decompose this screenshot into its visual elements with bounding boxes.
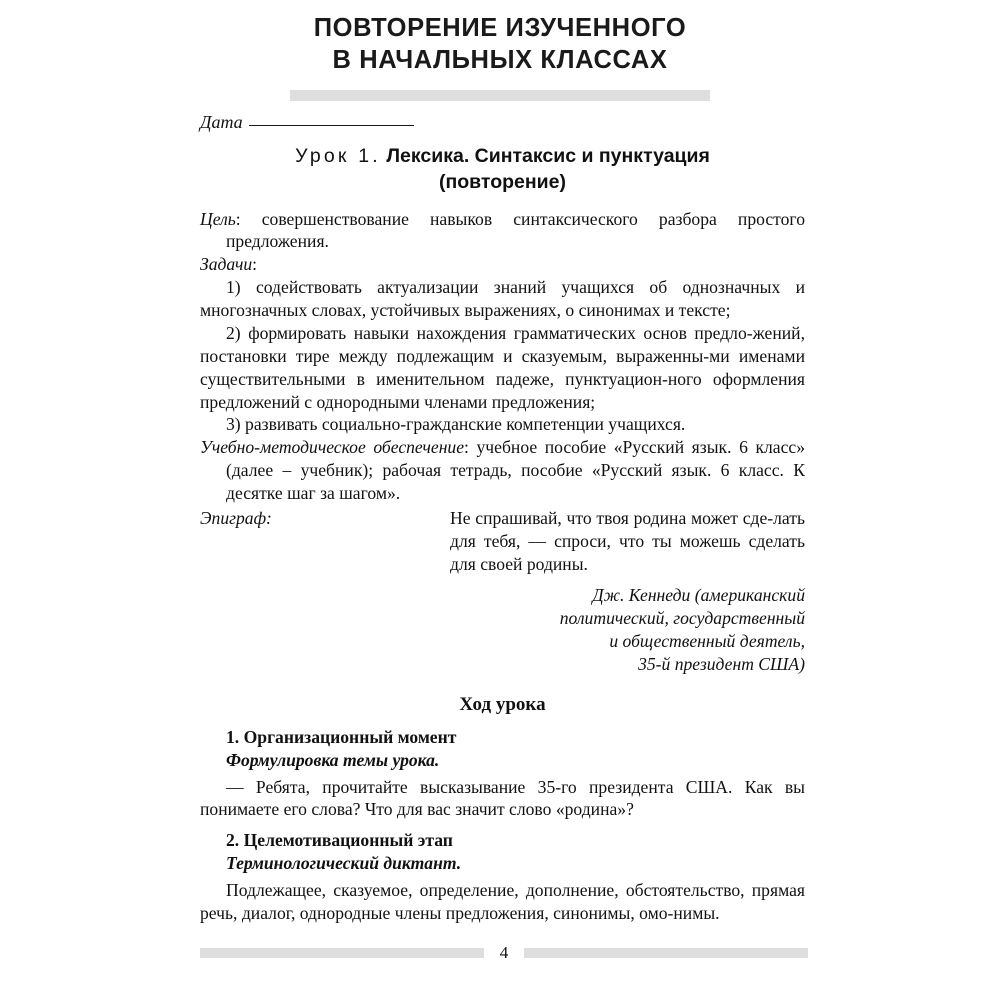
footer-rule-left bbox=[200, 948, 484, 958]
tasks-label-paragraph bbox=[200, 253, 805, 276]
lesson-subtitle: (повторение) bbox=[439, 171, 566, 194]
lesson-number: Урок 1. bbox=[295, 145, 381, 167]
step-1-title: 1. Организационный момент bbox=[226, 726, 457, 747]
page-title-line-2: В НАЧАЛЬНЫХ КЛАССАХ bbox=[332, 46, 668, 75]
resources-text: : учебное пособие «Русский язык. 6 класс» (далее – учебник); рабочая тетрадь, пособие «Русский язык. 6 класс. К десятке шаг за шагом». bbox=[226, 437, 805, 503]
epigraph-attribution bbox=[450, 584, 805, 675]
course-heading: Ход урока bbox=[459, 693, 546, 715]
attribution-line-1: Дж. Кеннеди (американский bbox=[592, 585, 805, 606]
header-divider-bar bbox=[290, 90, 710, 101]
step-1-subtitle: Формулировка темы урока. bbox=[226, 749, 440, 770]
date-label: Дата bbox=[200, 112, 243, 132]
date-blank-field[interactable] bbox=[249, 125, 414, 126]
attribution-line-3: и общественный деятель, bbox=[609, 631, 805, 652]
task-item-2: 2) формировать навыки нахождения грамматических основ предло-жений, постановки тире между подлежащим и сказуемым, выраженны-ми именами существительными в именительном падеже, пунктуацион-ного оформления предложений с однородными членами предложения; bbox=[200, 322, 805, 412]
footer-rule-right bbox=[524, 948, 808, 958]
lesson-heading bbox=[200, 143, 805, 196]
aim-paragraph bbox=[200, 208, 805, 254]
tasks-colon: : bbox=[252, 254, 258, 275]
epigraph-quote: Не спрашивай, что твоя родина может сде-лать для тебя, — спроси, что ты можешь сделать для своей родины. bbox=[450, 507, 805, 574]
aim-text: : совершенствование навыков синтаксического разбора простого предложения. bbox=[226, 208, 805, 252]
date-line bbox=[200, 112, 805, 133]
tasks-label: Задачи bbox=[200, 254, 253, 275]
lesson-name: Лексика. Синтаксис и пунктуация bbox=[386, 145, 710, 167]
attribution-line-2: политический, государственный bbox=[559, 608, 805, 629]
step-2-title: 2. Целемотивационный этап bbox=[226, 830, 453, 851]
page-footer bbox=[200, 944, 808, 961]
task-item-1: 1) содействовать актуализации знаний учащихся об однозначных и многозначных словах, устойчивых выражениях, о синонимах и тексте; bbox=[200, 277, 805, 321]
task-item-3: 3) развивать социально-гражданские компетенции учащихся. bbox=[226, 414, 686, 435]
attribution-line-4: 35-й президент США) bbox=[638, 653, 805, 674]
aim-label: Цель bbox=[200, 208, 236, 229]
resources-label: Учебно-методическое обеспечение bbox=[200, 437, 465, 458]
epigraph-block bbox=[200, 507, 805, 676]
page-title-line-1: ПОВТОРЕНИЕ ИЗУЧЕННОГО bbox=[313, 14, 687, 42]
step-1-body: — Ребята, прочитайте высказывание 35-го президента США. Как вы понимаете его слова? Что для вас значит слово «родина»? bbox=[200, 776, 805, 820]
epigraph-label: Эпиграф: bbox=[200, 507, 272, 528]
page-number: 4 bbox=[499, 943, 509, 962]
spacer bbox=[200, 821, 805, 829]
page-title bbox=[0, 0, 1000, 76]
step-2-subtitle: Терминологический диктант. bbox=[226, 853, 462, 874]
step-2-body: Подлежащее, сказуемое, определение, дополнение, обстоятельство, прямая речь, диалог, однородные члены предложения, синонимы, омо-нимы. bbox=[200, 879, 805, 923]
resources-paragraph bbox=[200, 436, 805, 505]
document-content bbox=[200, 112, 805, 925]
